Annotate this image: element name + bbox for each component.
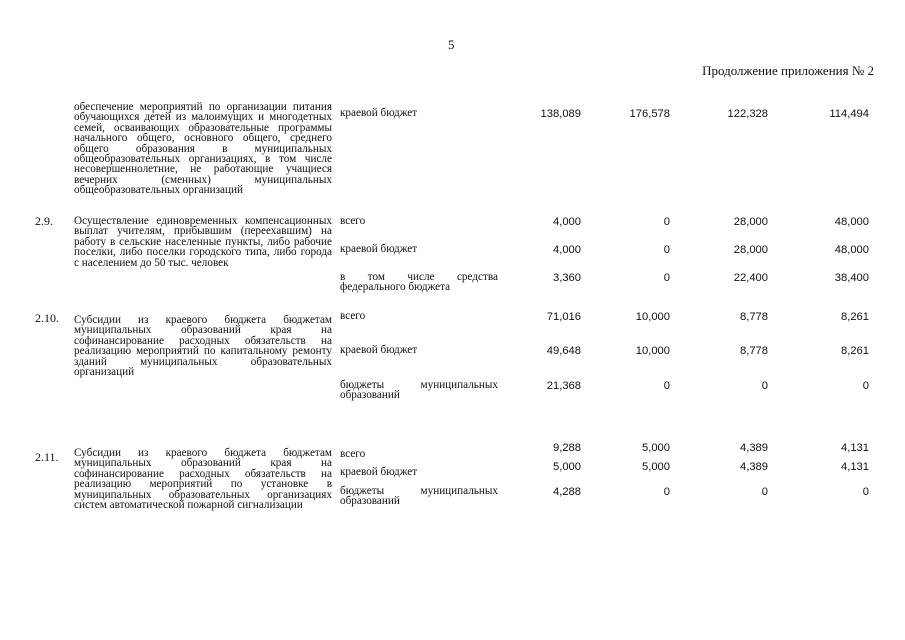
funding-source: бюджеты муниципальных образований <box>340 485 498 508</box>
funding-source: краевой бюджет <box>340 243 418 255</box>
value-cell: 38,400 <box>834 272 869 284</box>
funding-line <box>0 311 905 325</box>
value-cell: 10,000 <box>635 345 670 357</box>
row-description: обеспечение мероприятий по организации питания обучающихся детей из малоимущих и многодетных семей, осваивающих образовательные программы начального общего, основного общего, среднего общего образования в муниципальных общеобразовательных организациях, в том числе несовершеннолетние, не работающие учащиеся вечерних (сменных) муниципальных общеобразовательных организаций <box>74 101 332 197</box>
funding-source: всего <box>340 310 366 322</box>
page-number: 5 <box>448 37 455 52</box>
funding-line <box>0 108 905 122</box>
value-cell: 114,494 <box>829 108 869 120</box>
value-cell: 8,778 <box>740 311 768 323</box>
value-cell: 4,000 <box>553 244 581 256</box>
row-description: Субсидии из краевого бюджета бюджетам муниципальных образований края на софинансирование расходных обязательств на реализацию мероприятий по капитальному ремонту зданий муниципальных образовательных организаций <box>74 314 332 379</box>
value-cell: 21,368 <box>546 380 581 392</box>
value-cell: 5,000 <box>553 461 581 473</box>
value-cell: 8,778 <box>740 345 768 357</box>
value-cell: 0 <box>862 486 869 498</box>
value-cell: 122,328 <box>727 108 768 120</box>
value-cell: 4,288 <box>553 486 581 498</box>
value-cell: 8,261 <box>841 345 869 357</box>
value-cell: 176,578 <box>629 108 670 120</box>
value-cell: 5,000 <box>642 461 670 473</box>
value-cell: 28,000 <box>733 244 768 256</box>
row-number: 2.9. <box>35 214 53 228</box>
value-cell: 4,000 <box>553 216 581 228</box>
value-cell: 48,000 <box>834 216 869 228</box>
funding-source: бюджеты муниципальных образований <box>340 379 498 402</box>
value-cell: 4,131 <box>841 442 869 454</box>
row-description: Субсидии из краевого бюджета бюджетам муниципальных образований края на софинансирование расходных обязательств на реализацию мероприятий по установке в муниципальных образовательных организациях систем автоматической пожарной сигнализации <box>74 447 332 512</box>
value-cell: 9,288 <box>553 442 581 454</box>
value-cell: 0 <box>663 486 670 498</box>
funding-line <box>0 244 905 258</box>
value-cell: 0 <box>663 272 670 284</box>
funding-line <box>0 461 905 478</box>
value-cell: 0 <box>663 244 670 256</box>
value-cell: 8,261 <box>841 311 869 323</box>
value-cell: 4,389 <box>740 442 768 454</box>
funding-source: всего <box>340 448 366 460</box>
row-number: 2.11. <box>35 450 59 464</box>
value-cell: 0 <box>862 380 869 392</box>
funding-source: краевой бюджет <box>340 344 418 356</box>
value-cell: 22,400 <box>733 272 768 284</box>
funding-line <box>0 485 905 508</box>
funding-line <box>0 345 905 359</box>
value-cell: 28,000 <box>733 216 768 228</box>
funding-line <box>0 379 905 402</box>
value-cell: 0 <box>663 380 670 392</box>
funding-source: в том числе средства федерального бюджета <box>340 271 498 294</box>
value-cell: 138,089 <box>540 108 581 120</box>
value-cell: 4,131 <box>841 461 869 473</box>
value-cell: 0 <box>761 486 768 498</box>
funding-source: краевой бюджет <box>340 466 418 478</box>
value-cell: 10,000 <box>635 311 670 323</box>
value-cell: 0 <box>663 216 670 228</box>
funding-source: всего <box>340 215 366 227</box>
value-cell: 49,648 <box>546 345 581 357</box>
value-cell: 5,000 <box>642 442 670 454</box>
value-cell: 0 <box>761 380 768 392</box>
funding-line <box>0 216 905 230</box>
row-number: 2.10. <box>35 311 59 325</box>
funding-source: краевой бюджет <box>340 107 418 119</box>
value-cell: 48,000 <box>834 244 869 256</box>
continuation-label: Продолжение приложения № 2 <box>702 63 874 78</box>
value-cell: 3,360 <box>553 272 581 284</box>
row-description: Осуществление единовременных компенсационных выплат учителям, прибывшим (переехавшим) на работу в сельские населенные пункты, либо рабочие поселки, либо поселки городского типа, либо города с населением до 50 тыс. человек <box>74 215 332 269</box>
funding-line <box>0 271 905 294</box>
value-cell: 4,389 <box>740 461 768 473</box>
value-cell: 71,016 <box>546 311 581 323</box>
